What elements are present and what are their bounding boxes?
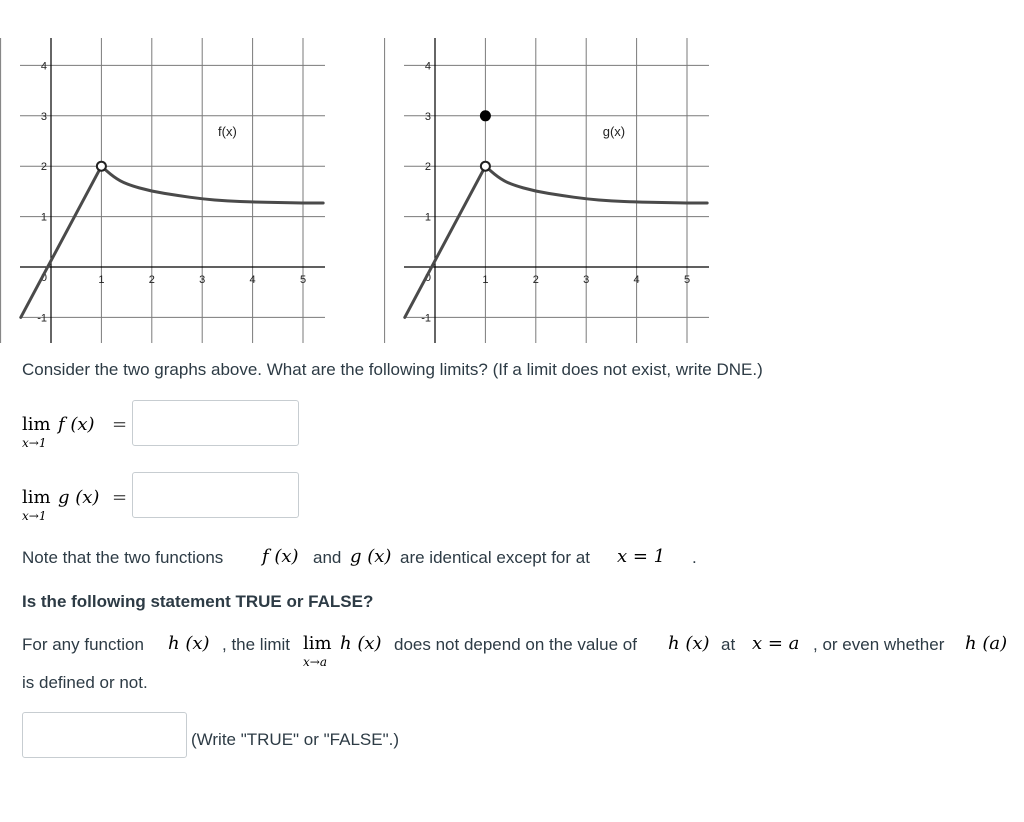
limit-g-equals: = — [112, 487, 128, 508]
g-y-tick-label: 3 — [424, 110, 431, 123]
g-series-curve-1 — [485, 166, 707, 203]
statement-text-4: at — [721, 635, 736, 654]
statement-text-5: , or even whether — [813, 635, 945, 654]
g-y-tick-label: 2 — [424, 161, 431, 174]
statement-text-3: does not depend on the value of — [394, 635, 637, 654]
statement-text-6: is defined or not. — [22, 673, 148, 692]
g-x-tick-label: 2 — [532, 274, 539, 286]
graph-g-svg — [404, 38, 709, 343]
note-text-and: and — [313, 548, 342, 567]
limit-f-answer-input[interactable] — [132, 400, 299, 446]
g-x-tick-label: 1 — [482, 274, 489, 286]
f-origin-label: 0 — [40, 272, 47, 284]
f-x-tick-label: 3 — [199, 274, 206, 286]
f-function-label: f(x) — [218, 123, 237, 139]
note-text-b: are identical except for at — [400, 548, 590, 567]
statement-text-1: For any function — [22, 635, 144, 654]
g-function-label: g(x) — [602, 123, 626, 139]
note-period: . — [692, 548, 697, 567]
g-closed-point — [480, 111, 490, 121]
limit-g-expression: g (x) — [58, 487, 100, 508]
graph-f — [20, 38, 325, 343]
note-g-expr: g (x) — [350, 546, 392, 567]
g-x-tick-label: 3 — [583, 274, 590, 286]
limit-f-equals: = — [112, 414, 128, 435]
limit-g-subscript: x→1 — [22, 509, 47, 523]
limit-g-lim: lim — [22, 487, 51, 508]
f-series-line-0 — [21, 166, 105, 317]
question-intro: Consider the two graphs above. What are the following limits? (If a limit does not exist, write DNE.) — [22, 360, 763, 379]
statement-h-expr: h (x) — [168, 633, 210, 654]
g-y-tick-label: 1 — [424, 211, 431, 224]
graph-g — [404, 38, 709, 343]
g-open-point — [481, 162, 490, 171]
limit-g-answer-input[interactable] — [132, 472, 299, 518]
statement-lim: lim — [303, 633, 332, 654]
graph-f-svg — [20, 38, 325, 343]
g-x-tick-label: 5 — [683, 274, 691, 286]
statement-h-expr-2: h (x) — [668, 633, 710, 654]
true-false-answer-input[interactable] — [22, 712, 187, 758]
note-x-equals-1: x = 1 — [617, 546, 666, 567]
f-y-tick-label: 2 — [40, 161, 47, 174]
f-y-tick-label: 3 — [40, 110, 47, 123]
statement-h-of-a: h (a) — [965, 633, 1008, 654]
limit-f-lim: lim — [22, 414, 51, 435]
g-series-line-0 — [405, 166, 489, 317]
g-x-tick-label: 4 — [633, 274, 640, 286]
f-x-tick-label: 1 — [98, 274, 105, 286]
f-y-tick-label: 1 — [40, 211, 47, 224]
note-text-a: Note that the two functions — [22, 548, 224, 567]
note-f-expr: f (x) — [262, 546, 299, 567]
f-x-tick-label: 5 — [299, 274, 307, 286]
statement-heading: Is the following statement TRUE or FALSE? — [22, 592, 374, 611]
f-series-curve-1 — [101, 166, 323, 203]
g-origin-label: 0 — [424, 272, 431, 284]
f-y-tick-label: 4 — [40, 60, 47, 73]
statement-x-equals-a: x = a — [752, 633, 800, 654]
f-y-tick-label: -1 — [37, 312, 47, 325]
f-x-tick-label: 4 — [249, 274, 256, 286]
f-x-tick-label: 2 — [148, 274, 155, 286]
true-false-hint: (Write "TRUE" or "FALSE".) — [191, 730, 400, 749]
statement-lim-h-expr: h (x) — [340, 633, 382, 654]
g-y-tick-label: 4 — [424, 60, 431, 73]
statement-lim-subscript: x→a — [303, 655, 327, 669]
limit-f-subscript: x→1 — [22, 436, 47, 450]
f-open-point — [97, 162, 106, 171]
statement-text-2: , the limit — [222, 635, 291, 654]
g-y-tick-label: -1 — [421, 312, 431, 325]
limit-f-expression: f (x) — [58, 414, 95, 435]
